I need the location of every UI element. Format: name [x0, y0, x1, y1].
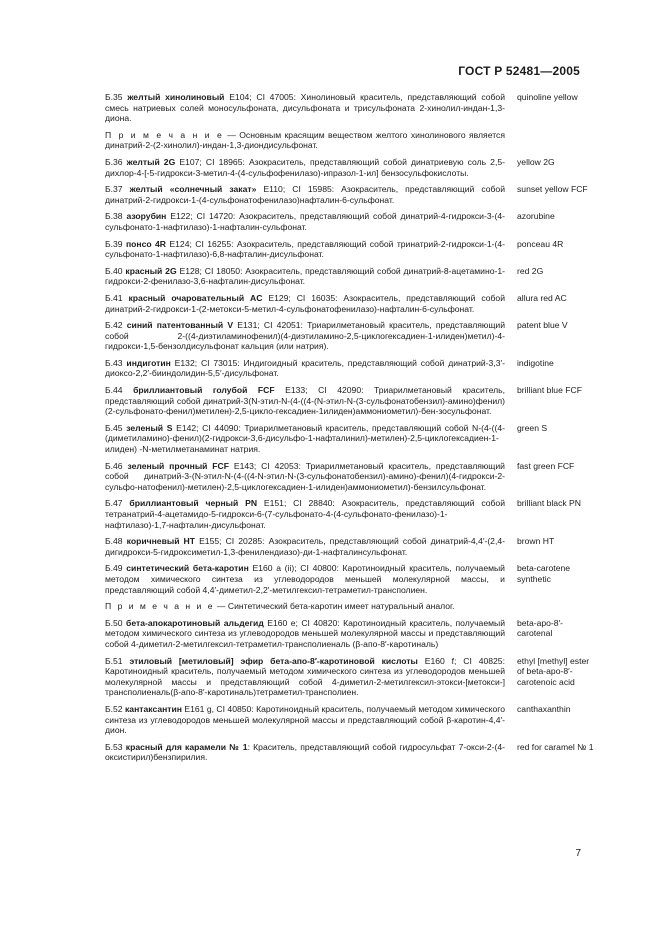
list-item [105, 656, 595, 698]
list-item [105, 423, 595, 455]
entry-english-name: azorubine [517, 211, 555, 222]
entry-code: Б.41 [105, 292, 129, 303]
entry-description: E104; CI 47005: Хинолиновый краситель, представляющий собой смесь натриевых солей моносульфоната, дисульфоната и трисульфоната 2-хинолил-индан-1,3-диона. [105, 92, 506, 124]
entry-text [105, 536, 505, 557]
entry-name: индиготин [126, 357, 171, 368]
entry-text [105, 461, 505, 493]
note [105, 130, 505, 151]
entry-english-name: ponceau 4R [517, 238, 564, 249]
entry-code: Б.49 [105, 563, 127, 574]
note [105, 601, 505, 612]
entry-name: синтетический бета-каротин [126, 563, 249, 574]
entry-code: Б.51 [105, 655, 130, 666]
entry-description: E160 a (ii); CI 40800: Каротиноидный краситель, получаемый методом химического синтеза из углеводородов меньшей молекулярной массы, и представляющий собой 4,4′-диметил-2,2′-метилгексил-тетраметил-трансполиен. [105, 563, 505, 595]
entry-text [105, 211, 505, 232]
entry-text [105, 157, 505, 178]
entry-text [105, 320, 505, 352]
entry-description: E161 g, CI 40850: Каротиноидный краситель, получаемый методом химического синтеза из углеводородов меньшей молекулярной массы и представляющий собой β-каротин-4,4′-дион. [105, 703, 506, 736]
list-item [105, 266, 595, 287]
entry-code: Б.38 [105, 211, 127, 222]
entry-description: : Краситель, представляющий собой гидросульфат 7-окси-2-(4-оксистирил)бензпирилия. [105, 741, 505, 763]
entry-name: зеленый S [126, 422, 173, 433]
entry-code: Б.39 [105, 238, 126, 249]
entry-code: Б.50 [105, 617, 127, 628]
entry-code: Б.47 [105, 498, 130, 509]
entry-description: E133; CI 42090: Триарилметановый краситель, представляющий собой динатрий-3(N-этил-N-(4-((4-(N-этил-N-(3-сульфонатобензил)-амино)фенил)(2-сульфонато-фенил)метилен)-2,5-цикло-гексадиен-1илиден)аммониометил)-бен-зосульфонат. [105, 385, 505, 417]
list-item [105, 157, 595, 178]
entry-english-name: green S [517, 422, 548, 433]
entry-code: Б.36 [105, 156, 127, 167]
entry-english-name: beta-apo-8′-carotenal [517, 617, 564, 639]
entry-name: желтый 2G [126, 156, 176, 167]
entry-name: красный для карамели № 1 [125, 741, 248, 752]
list-item [105, 742, 595, 763]
entry-description: E129; CI 16035: Азокраситель, представляющий собой динатрий-2-гидрокси-1-(2-метокси-5-метил-4-сульфонатофенилазо)-нафталин-6-сульфонат. [105, 292, 505, 314]
entry-name: понсо 4R [125, 238, 167, 249]
entry-name: бриллиантовый голубой FCF [133, 385, 275, 396]
entry-description: E151; CI 28840: Азокраситель, представляющий собой тетранатрий-4-ацетамидо-5-гидрокси-6-(7-сульфонато-4-(4-сульфонато-фенилазо)-1-нафтилазо)-1,7-нафталин-дисульфонат. [105, 498, 505, 530]
entry-english-name: sunset yellow FCF [517, 184, 588, 195]
entry-english-name: brown HT [517, 536, 555, 547]
entry-description: E124; CI 16255: Азокраситель, представляющий собой тринатрий-2-гидрокси-1-(4-сульфонато-1-нафтилазо)-6,8-нафталин-дисульфонат. [105, 238, 505, 260]
entry-text [105, 92, 505, 124]
entry-description: E107; CI 18965: Азокраситель, представляющий собой динатриевую соль 2,5-дихлор-4-[-5-гидрокси-3-метил-4-(4-сульфофенилазо)-ипразол-1-ил] бензосульфокислоты. [105, 156, 505, 178]
entry-english-name: brilliant black PN [517, 498, 581, 509]
entry-code: Б.43 [105, 357, 127, 368]
entry-name: желтый хинолиновый [127, 92, 225, 102]
entry-text [105, 704, 505, 736]
entry-text [105, 293, 505, 314]
entry-code: Б.45 [105, 422, 127, 433]
entry-text [105, 266, 505, 287]
entry-code: Б.42 [105, 320, 127, 331]
entry-code: Б.37 [105, 184, 130, 195]
entry-description: E128; CI 18050: Азокраситель, представляющий собой динатрий-8-ацетамино-1-гидрокси-2-фенилазо-3,6-нафталин-дисульфонат. [105, 265, 505, 287]
entry-text [105, 358, 505, 379]
document-header: ГОСТ Р 52481—2005 [458, 64, 580, 78]
document-body [105, 92, 595, 769]
list-item [105, 293, 595, 314]
entry-name: бета-апокаротиновый альдегид [126, 617, 264, 628]
entry-text [105, 618, 505, 650]
list-item [105, 358, 595, 379]
note-text: — Синтетический бета-каротин имеет натуральный аналог. [214, 601, 455, 612]
entry-english-name: quinoline yellow [517, 92, 578, 102]
entry-name: красный 2G [125, 265, 177, 276]
entry-name: коричневый HT [126, 536, 196, 547]
entry-english-name: yellow 2G [517, 156, 555, 167]
entry-description: E142; CI 44090: Триарилметановый краситель, представляющий собой N-(4-((4-(диметиламино)-фенил)(2-гидрокси-3,6-дисульфо-1-нафталинил)-метилен)-2,5-циклогексадиен-1-илиден) -N-метилметанаминат натрия. [105, 422, 505, 455]
entry-name: синий патентованный V [126, 320, 234, 331]
entry-name: красный очаровательный AC [128, 292, 263, 303]
note-label: П р и м е ч а н и е [105, 129, 224, 140]
entry-description: E110; CI 15985: Азокраситель, представляющий собой динатрий-2-гидрокси-1-(4-сульфонатофенилазо)нафталин-6-сульфонат. [105, 184, 505, 205]
entry-name: желтый «солнечный закат» [129, 184, 257, 195]
entry-text [105, 742, 505, 763]
list-item [105, 320, 595, 352]
entry-text [105, 385, 505, 417]
entry-english-name: patent blue V [517, 320, 568, 331]
entry-code: Б.40 [105, 265, 126, 276]
entry-code: Б.44 [105, 385, 134, 396]
entry-name: азорубин [126, 211, 167, 222]
entry-description: E143; CI 42053: Триарилметановый краситель, представляющий собой динатрий-3-(N-этил-N-(4-((4-N-этил-N-(3-сульфонатобензил)-амино)-фенил)(4-гидрокси-2-сульфо-натофенил)-метилен)-2,5-циклогексадиен-1-илиден)аммониометил)-бензилсульфонат. [105, 460, 505, 492]
entry-code: Б.35 [105, 92, 128, 102]
entry-description: E155; CI 20285: Азокраситель, представляющий собой динатрий-4,4′-(2,4-дигидрокси-5-гидроксиметил-1,3-фенилендиазо)-ди-1-нафталинсульфонат. [105, 536, 505, 557]
entry-description: E160 e; CI 40820: Каротиноидный краситель, получаемый методом химического синтеза из углеводородов меньшей молекулярной массы и представляющий собой 4-диметил-2-метилгексил-тетраметил-трансполиеналь (β-апо-8′-каротиналь) [105, 617, 506, 649]
list-item [105, 239, 595, 260]
entry-description: E160 f; CI 40825: Каротиноидный краситель, получаемый методом химического синтеза из углеводородов меньшей молекулярной массы и представляющий собой 4-диметил-2-метилгексил-этокси-[метокси-] трансполиеналь(β-апо-8′-каротиналь)тетраметил-трансполиен. [105, 655, 505, 698]
entry-text [105, 498, 505, 530]
entry-english-name: allura red AC [517, 292, 567, 303]
entry-english-name: beta-carotene synthetic [517, 563, 571, 584]
list-item [105, 498, 595, 530]
note-text: — Основным красящим веществом желтого хинолинового является динатрий-2-(2-хинолил)-индан-1,3-диондисульфонат. [105, 129, 505, 151]
list-item [105, 92, 595, 124]
entry-code: Б.46 [105, 460, 128, 471]
note-label: П р и м е ч а н и е [105, 601, 215, 612]
list-item [105, 618, 595, 650]
entry-description: E131; CI 42051: Триарилметановый краситель, представляющий собой 2-((4-диэтиламинофенил)(4-диэтиламино-2,5-циклогексадиен-1-илиден)метил)-4-гидрокси-1,5-бензолдисульфонат кальция (или натрия). [105, 320, 505, 352]
entry-english-name: indigotine [517, 357, 554, 368]
entry-text [105, 656, 505, 698]
entry-description: E122; CI 14720: Азокраситель, представляющий собой динатрий-4-гидрокси-3-(4-сульфонато-1-нафтилазо)-1-нафталин-сульфонат. [105, 211, 505, 232]
entry-text [105, 239, 505, 260]
page-number: 7 [575, 848, 581, 859]
entry-name: этиловый [метиловый] эфир бета-апо-8′-каротиновой кислоты [129, 655, 418, 666]
entry-english-name: canthaxanthin [517, 703, 571, 714]
entry-english-name: brilliant blue FCF [517, 385, 582, 396]
entry-name: бриллиантовый черный PN [129, 498, 258, 509]
list-item [105, 211, 595, 232]
entry-english-name: ethyl [methyl] ester of beta-apo-8′-carotenoic acid [517, 655, 590, 687]
list-item [105, 704, 595, 736]
entry-english-name: red 2G [517, 265, 544, 276]
entry-code: Б.48 [105, 536, 127, 547]
entry-name: кантаксантин [125, 703, 182, 714]
entry-english-name: fast green FCF [517, 460, 575, 471]
list-item [105, 563, 595, 595]
list-item [105, 536, 595, 557]
entry-english-name: red for caramel № 1 [517, 741, 594, 752]
list-item [105, 184, 595, 205]
list-item [105, 385, 595, 417]
entry-text [105, 423, 505, 455]
entry-text [105, 563, 505, 595]
entry-text [105, 184, 505, 205]
entry-code: Б.52 [105, 703, 125, 714]
entry-description: E132; CI 73015: Индигоидный краситель, представляющий собой динатрий-3,3′-диоксо-2,2′-бииндолидин-5,5′-дисульфонат. [105, 357, 505, 379]
entry-code: Б.53 [105, 741, 126, 752]
list-item [105, 461, 595, 493]
entry-name: зеленый прочный FCF [127, 460, 229, 471]
